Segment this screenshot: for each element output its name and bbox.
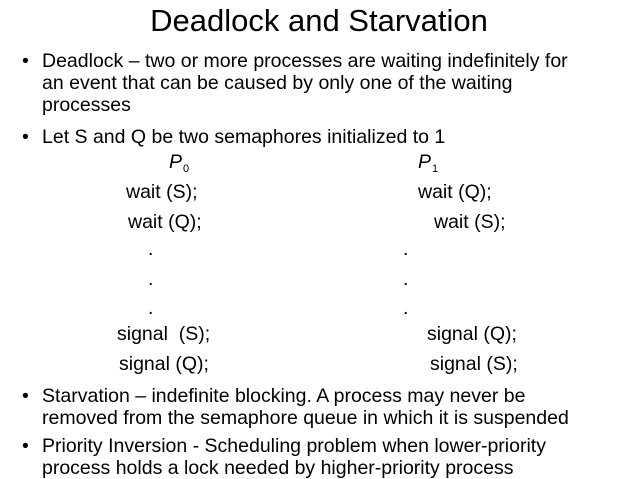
bullet-icon: • xyxy=(22,435,29,457)
p1-line-signal-q: signal (Q); xyxy=(427,323,517,345)
bullet-line: Priority Inversion - Scheduling problem when lower-priority xyxy=(42,435,546,457)
bullet-priority-inversion xyxy=(22,435,628,479)
p1-line-dot: . xyxy=(403,238,409,260)
bullet-icon: • xyxy=(22,50,29,72)
bullet-line: removed from the semaphore queue in which it is suspended xyxy=(42,407,569,429)
p0-line-signal-q: signal (Q); xyxy=(119,353,209,375)
bullet-icon: • xyxy=(22,385,29,407)
bullet-line: an event that can be caused by only one of the waiting xyxy=(42,72,513,94)
bullet-line: Starvation – indefinite blocking. A process may never be xyxy=(42,385,526,407)
process-name: P xyxy=(418,151,432,173)
process-p0-label xyxy=(169,151,189,180)
p1-line-wait-q: wait (Q); xyxy=(418,181,492,203)
bullet-line: Deadlock – two or more processes are waiting indefinitely for xyxy=(42,50,568,72)
bullet-starvation xyxy=(22,385,628,429)
bullet-line: Let S and Q be two semaphores initialized to 1 xyxy=(42,126,446,148)
bullet-deadlock xyxy=(22,50,628,116)
slide-title: Deadlock and Starvation xyxy=(150,3,488,38)
bullet-semaphores xyxy=(22,126,628,148)
p0-line-dot: . xyxy=(148,297,154,319)
bullet-line: process holds a lock needed by higher-priority process xyxy=(42,457,514,479)
process-p1-label xyxy=(418,151,438,180)
p0-line-wait-q: wait (Q); xyxy=(128,211,202,233)
bullet-icon: • xyxy=(22,126,29,148)
p0-line-dot: . xyxy=(148,238,154,260)
p1-line-wait-s: wait (S); xyxy=(434,211,506,233)
p1-line-dot: . xyxy=(403,297,409,319)
p0-line-signal-s: signal (S); xyxy=(117,323,211,345)
process-subscript: 0 xyxy=(183,163,190,175)
p1-line-dot: . xyxy=(403,268,409,290)
p0-line-dot: . xyxy=(148,268,154,290)
process-subscript: 1 xyxy=(432,163,439,175)
process-name: P xyxy=(169,151,183,173)
p1-line-signal-s: signal (S); xyxy=(430,353,518,375)
bullet-line: processes xyxy=(42,94,131,116)
p0-line-wait-s: wait (S); xyxy=(126,181,198,203)
